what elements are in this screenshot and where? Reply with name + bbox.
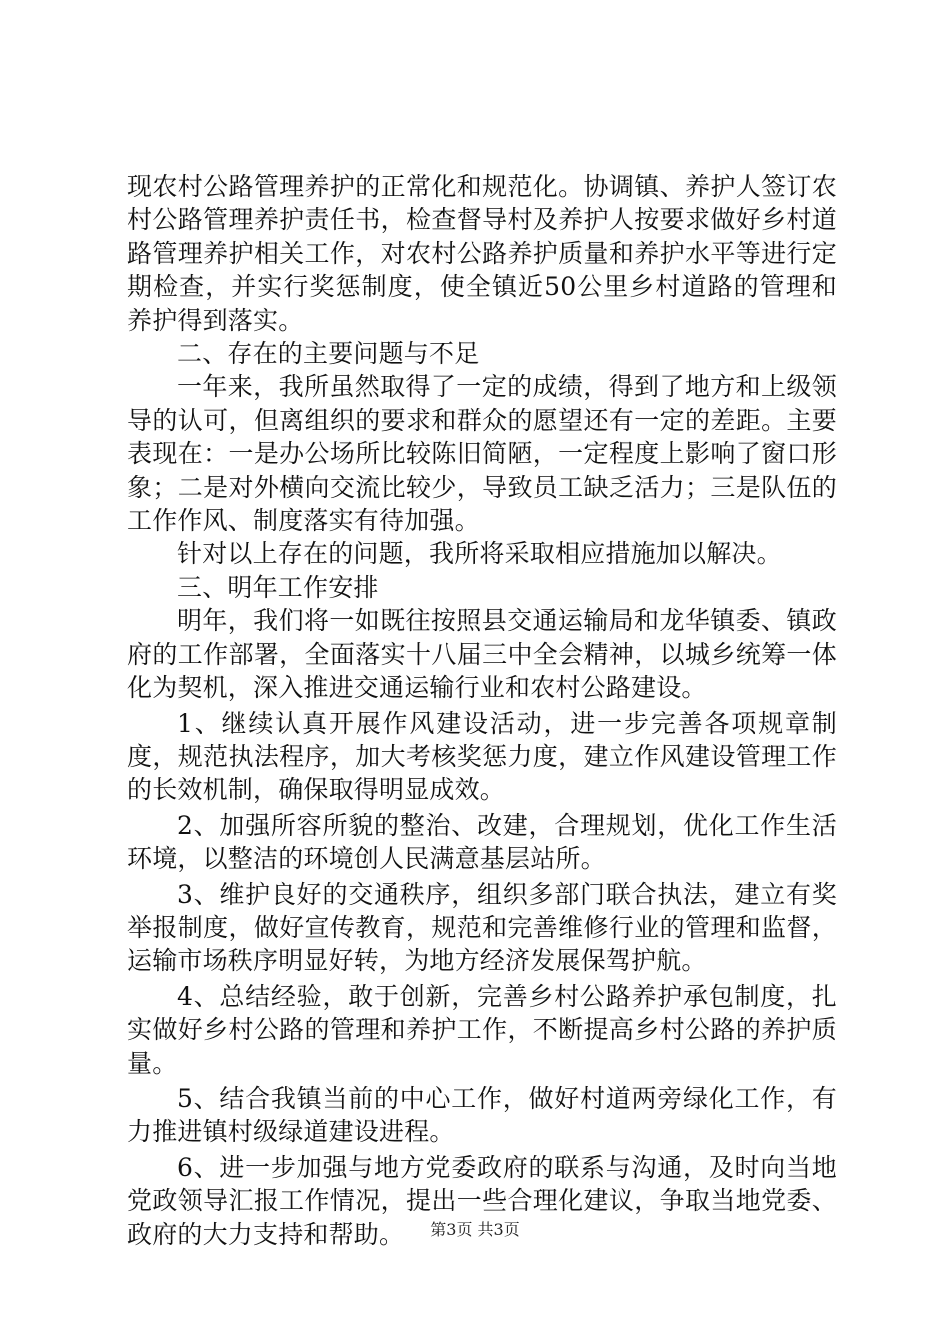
paragraph-next-year-intro: 明年，我们将一如既往按照县交通运输局和龙华镇委、镇政府的工作部署，全面落实十八届三中全会精神，以城乡统筹一体化为契机，深入推进交通运输行业和农村公路建设。 [127,606,837,703]
paragraph-measures: 针对以上存在的问题，我所将采取相应措施加以解决。 [177,539,782,569]
section-heading-next-year: 三、明年工作安排 [177,572,379,602]
list-item-4: 4、总结经验，敢于创新，完善乡村公路养护承包制度，扎实做好乡村公路的管理和养护工作，不断提高乡村公路的养护质量。 [127,981,837,1078]
list-item-6: 6、进一步加强与地方党委政府的联系与沟通，及时向当地党政领导汇报工作情况，提出一些合理化建议，争取当地党委、政府的大力支持和帮助。 [127,1152,837,1249]
document-body [127,170,837,1251]
section-heading-problems: 二、存在的主要问题与不足 [177,339,480,369]
list-item-3: 3、维护良好的交通秩序，组织多部门联合执法，建立有奖举报制度，做好宣传教育，规范和完善维修行业的管理和监督，运输市场秩序明显好转，为地方经济发展保驾护航。 [127,879,837,976]
list-item-2: 2、加强所容所貌的整治、改建，合理规划，优化工作生活环境，以整洁的环境创人民满意基层站所。 [127,810,837,874]
paragraph-continuation: 现农村公路管理养护的正常化和规范化。协调镇、养护人签订农村公路管理养护责任书，检查督导村及养护人按要求做好乡村道路管理养护相关工作，对农村公路养护质量和养护水平等进行定期检查，并实行奖惩制度，使全镇近50公里乡村道路的管理和养护得到落实。 [127,172,837,335]
list-item-5: 5、结合我镇当前的中心工作，做好村道两旁绿化工作，有力推进镇村级绿道建设进程。 [127,1083,837,1147]
paragraph-problems: 一年来，我所虽然取得了一定的成绩，得到了地方和上级领导的认可，但离组织的要求和群众的愿望还有一定的差距。主要表现在：一是办公场所比较陈旧简陋，一定程度上影响了窗口形象；二是对外横向交流比较少，导致员工缺乏活力；三是队伍的工作作风、制度落实有待加强。 [127,372,837,536]
list-item-1: 1、继续认真开展作风建设活动，进一步完善各项规章制度，规范执法程序，加大考核奖惩力度，建立作风建设管理工作的长效机制，确保取得明显成效。 [127,708,837,805]
page-number-footer: 第3页 共3页 [430,1220,520,1239]
